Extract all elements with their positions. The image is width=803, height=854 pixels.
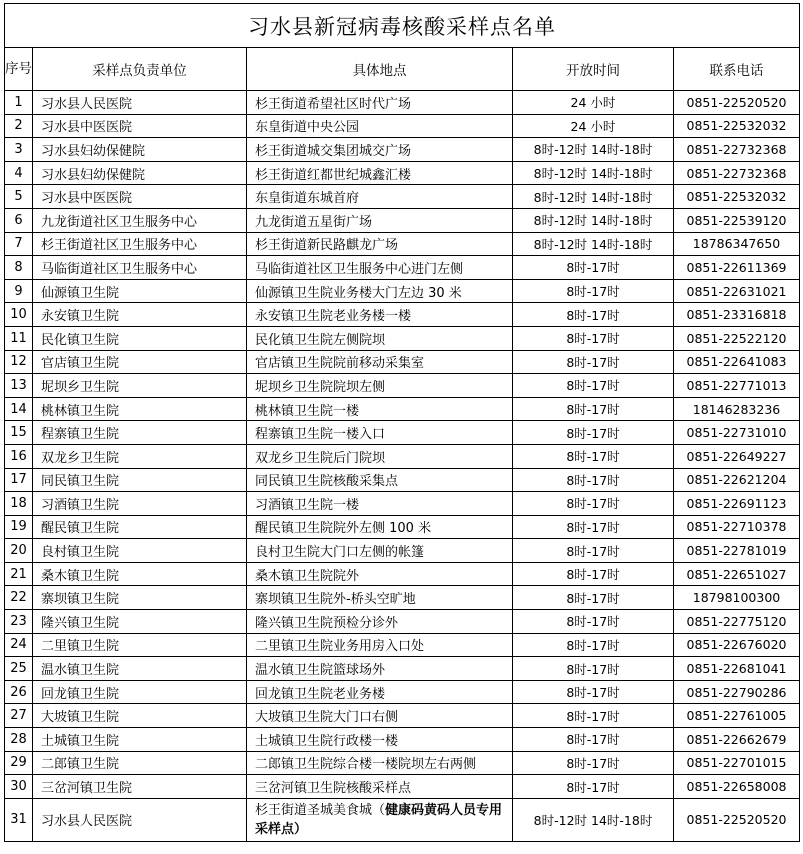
cell-seq: 6 [5, 208, 33, 232]
cell-unit: 醒民镇卫生院 [33, 515, 247, 539]
table-row [5, 539, 800, 563]
cell-address: 杉王街道城交集团城交广场 [247, 138, 513, 162]
cell-seq: 12 [5, 350, 33, 374]
table-row [5, 798, 800, 841]
cell-unit: 土城镇卫生院 [33, 728, 247, 752]
cell-unit: 双龙乡卫生院 [33, 444, 247, 468]
cell-seq: 18 [5, 492, 33, 516]
cell-seq: 21 [5, 562, 33, 586]
cell-address: 马临街道社区卫生服务中心进门左侧 [247, 256, 513, 280]
cell-seq: 20 [5, 539, 33, 563]
cell-address: 官店镇卫生院院前移动采集室 [247, 350, 513, 374]
table-title: 习水县新冠病毒核酸采样点名单 [5, 4, 800, 48]
cell-address [247, 798, 513, 841]
cell-phone: 0851-22771013 [674, 374, 800, 398]
cell-unit: 良村镇卫生院 [33, 539, 247, 563]
cell-hours: 8时-17时 [513, 468, 674, 492]
cell-address: 隆兴镇卫生院预检分诊外 [247, 610, 513, 634]
cell-address: 桑木镇卫生院院外 [247, 562, 513, 586]
cell-phone: 0851-22691123 [674, 492, 800, 516]
cell-unit: 习酒镇卫生院 [33, 492, 247, 516]
cell-seq: 28 [5, 728, 33, 752]
cell-phone: 0851-22781019 [674, 539, 800, 563]
cell-phone: 0851-22621204 [674, 468, 800, 492]
cell-seq: 3 [5, 138, 33, 162]
cell-seq: 7 [5, 232, 33, 256]
table-row [5, 161, 800, 185]
cell-hours: 8时-17时 [513, 374, 674, 398]
cell-phone: 0851-22662679 [674, 728, 800, 752]
cell-address: 坭坝乡卫生院院坝左侧 [247, 374, 513, 398]
table-row [5, 326, 800, 350]
sampling-sites-table [4, 3, 800, 842]
cell-phone: 0851-22532032 [674, 114, 800, 138]
cell-hours: 8时-17时 [513, 444, 674, 468]
cell-address: 习酒镇卫生院一楼 [247, 492, 513, 516]
cell-hours: 8时-17时 [513, 539, 674, 563]
header-phone: 联系电话 [674, 48, 800, 91]
cell-seq: 10 [5, 303, 33, 327]
cell-seq: 16 [5, 444, 33, 468]
cell-unit: 官店镇卫生院 [33, 350, 247, 374]
cell-unit: 同民镇卫生院 [33, 468, 247, 492]
cell-seq: 23 [5, 610, 33, 634]
cell-hours: 8时-17时 [513, 492, 674, 516]
cell-address: 程寨镇卫生院一楼入口 [247, 421, 513, 445]
table-row [5, 515, 800, 539]
cell-phone: 0851-22649227 [674, 444, 800, 468]
cell-unit: 大坡镇卫生院 [33, 704, 247, 728]
cell-hours: 8时-12时 14时-18时 [513, 208, 674, 232]
cell-address: 温水镇卫生院篮球场外 [247, 657, 513, 681]
cell-phone: 0851-22681041 [674, 657, 800, 681]
cell-unit: 二郎镇卫生院 [33, 751, 247, 775]
cell-hours: 8时-12时 14时-18时 [513, 185, 674, 209]
cell-phone: 0851-22539120 [674, 208, 800, 232]
cell-unit: 习水县妇幼保健院 [33, 138, 247, 162]
cell-hours: 8时-17时 [513, 610, 674, 634]
cell-seq: 14 [5, 397, 33, 421]
cell-phone: 0851-22775120 [674, 610, 800, 634]
cell-phone: 0851-22710378 [674, 515, 800, 539]
sampling-sites-document [4, 3, 799, 842]
table-row [5, 562, 800, 586]
yellow-code-note: 健康码黄码人员专用采样点） [255, 802, 503, 837]
cell-unit: 寨坝镇卫生院 [33, 586, 247, 610]
cell-hours: 8时-17时 [513, 515, 674, 539]
table-row [5, 468, 800, 492]
header-unit: 采样点负责单位 [33, 48, 247, 91]
cell-seq: 15 [5, 421, 33, 445]
table-row [5, 775, 800, 799]
cell-phone: 0851-22731010 [674, 421, 800, 445]
cell-phone: 0851-23316818 [674, 303, 800, 327]
cell-address: 东皇街道中央公园 [247, 114, 513, 138]
cell-address: 二郎镇卫生院综合楼一楼院坝左右两侧 [247, 751, 513, 775]
cell-seq: 17 [5, 468, 33, 492]
cell-seq: 4 [5, 161, 33, 185]
cell-seq: 26 [5, 680, 33, 704]
cell-phone: 0851-22611369 [674, 256, 800, 280]
cell-phone: 0851-22732368 [674, 161, 800, 185]
cell-unit: 温水镇卫生院 [33, 657, 247, 681]
cell-unit: 九龙街道社区卫生服务中心 [33, 208, 247, 232]
cell-seq: 1 [5, 91, 33, 115]
table-row [5, 208, 800, 232]
address-text: 杉王街道圣城美食城（ [255, 802, 386, 818]
cell-unit: 程寨镇卫生院 [33, 421, 247, 445]
cell-phone: 18146283236 [674, 397, 800, 421]
table-row [5, 91, 800, 115]
cell-seq: 13 [5, 374, 33, 398]
cell-phone: 0851-22676020 [674, 633, 800, 657]
table-row [5, 751, 800, 775]
cell-unit: 习水县妇幼保健院 [33, 161, 247, 185]
table-row [5, 657, 800, 681]
cell-seq: 5 [5, 185, 33, 209]
cell-seq: 19 [5, 515, 33, 539]
cell-phone: 0851-22520520 [674, 91, 800, 115]
header-seq: 序号 [5, 48, 33, 91]
title-row [5, 4, 800, 48]
cell-hours: 24 小时 [513, 114, 674, 138]
table-row [5, 303, 800, 327]
cell-seq: 30 [5, 775, 33, 799]
cell-unit: 桃林镇卫生院 [33, 397, 247, 421]
header-row [5, 48, 800, 91]
cell-unit: 回龙镇卫生院 [33, 680, 247, 704]
cell-seq: 29 [5, 751, 33, 775]
cell-seq: 25 [5, 657, 33, 681]
cell-address: 同民镇卫生院核酸采集点 [247, 468, 513, 492]
cell-unit: 仙源镇卫生院 [33, 279, 247, 303]
cell-seq: 24 [5, 633, 33, 657]
cell-phone: 0851-22658008 [674, 775, 800, 799]
cell-unit: 坭坝乡卫生院 [33, 374, 247, 398]
cell-address: 醒民镇卫生院院外左侧 100 米 [247, 515, 513, 539]
cell-phone: 0851-22631021 [674, 279, 800, 303]
table-row [5, 492, 800, 516]
cell-unit: 马临街道社区卫生服务中心 [33, 256, 247, 280]
cell-seq: 9 [5, 279, 33, 303]
cell-hours: 8时-17时 [513, 728, 674, 752]
cell-hours: 8时-17时 [513, 303, 674, 327]
table-row [5, 114, 800, 138]
cell-phone: 0851-22732368 [674, 138, 800, 162]
cell-hours: 8时-17时 [513, 350, 674, 374]
cell-hours: 8时-17时 [513, 586, 674, 610]
header-hours: 开放时间 [513, 48, 674, 91]
cell-unit: 隆兴镇卫生院 [33, 610, 247, 634]
cell-address: 永安镇卫生院老业务楼一楼 [247, 303, 513, 327]
cell-unit: 二里镇卫生院 [33, 633, 247, 657]
cell-phone: 0851-22761005 [674, 704, 800, 728]
cell-hours: 8时-17时 [513, 751, 674, 775]
cell-unit: 永安镇卫生院 [33, 303, 247, 327]
cell-hours: 8时-17时 [513, 256, 674, 280]
cell-hours: 8时-17时 [513, 397, 674, 421]
cell-phone: 0851-22651027 [674, 562, 800, 586]
cell-hours: 8时-17时 [513, 704, 674, 728]
cell-address: 杉王街道新民路麒龙广场 [247, 232, 513, 256]
cell-unit: 三岔河镇卫生院 [33, 775, 247, 799]
cell-address: 良村卫生院大门口左侧的帐篷 [247, 539, 513, 563]
cell-hours: 8时-17时 [513, 562, 674, 586]
table-row [5, 633, 800, 657]
cell-hours: 8时-17时 [513, 421, 674, 445]
cell-address: 杉王街道红都世纪城鑫汇楼 [247, 161, 513, 185]
header-address: 具体地点 [247, 48, 513, 91]
cell-phone: 18798100300 [674, 586, 800, 610]
cell-seq: 2 [5, 114, 33, 138]
cell-hours: 8时-12时 14时-18时 [513, 161, 674, 185]
cell-address: 仙源镇卫生院业务楼大门左边 30 米 [247, 279, 513, 303]
cell-unit: 习水县中医医院 [33, 114, 247, 138]
cell-phone: 0851-22520520 [674, 798, 800, 841]
cell-seq: 31 [5, 798, 33, 841]
cell-address: 土城镇卫生院行政楼一楼 [247, 728, 513, 752]
table-row [5, 185, 800, 209]
table-row [5, 374, 800, 398]
cell-hours: 8时-12时 14时-18时 [513, 232, 674, 256]
cell-unit: 习水县人民医院 [33, 798, 247, 841]
table-row [5, 397, 800, 421]
cell-phone: 0851-22532032 [674, 185, 800, 209]
table-row [5, 704, 800, 728]
cell-hours: 8时-12时 14时-18时 [513, 798, 674, 841]
cell-seq: 8 [5, 256, 33, 280]
cell-seq: 22 [5, 586, 33, 610]
table-row [5, 256, 800, 280]
cell-hours: 8时-17时 [513, 326, 674, 350]
cell-address: 三岔河镇卫生院核酸采样点 [247, 775, 513, 799]
cell-hours: 8时-17时 [513, 633, 674, 657]
cell-hours: 8时-17时 [513, 680, 674, 704]
table-row [5, 444, 800, 468]
cell-seq: 11 [5, 326, 33, 350]
cell-phone: 0851-22701015 [674, 751, 800, 775]
cell-address: 寨坝镇卫生院外-桥头空旷地 [247, 586, 513, 610]
table-row [5, 350, 800, 374]
table-row [5, 728, 800, 752]
cell-hours: 8时-12时 14时-18时 [513, 138, 674, 162]
cell-phone: 18786347650 [674, 232, 800, 256]
cell-hours: 24 小时 [513, 91, 674, 115]
cell-phone: 0851-22790286 [674, 680, 800, 704]
table-row [5, 421, 800, 445]
cell-address: 民化镇卫生院左侧院坝 [247, 326, 513, 350]
table-row [5, 586, 800, 610]
cell-address: 回龙镇卫生院老业务楼 [247, 680, 513, 704]
cell-address: 桃林镇卫生院一楼 [247, 397, 513, 421]
cell-address: 双龙乡卫生院后门院坝 [247, 444, 513, 468]
cell-hours: 8时-17时 [513, 657, 674, 681]
cell-address: 东皇街道东城首府 [247, 185, 513, 209]
cell-hours: 8时-17时 [513, 775, 674, 799]
cell-unit: 习水县人民医院 [33, 91, 247, 115]
cell-address: 大坡镇卫生院大门口右侧 [247, 704, 513, 728]
cell-seq: 27 [5, 704, 33, 728]
cell-address: 杉王街道希望社区时代广场 [247, 91, 513, 115]
table-row [5, 610, 800, 634]
cell-unit: 杉王街道社区卫生服务中心 [33, 232, 247, 256]
table-row [5, 138, 800, 162]
cell-unit: 习水县中医医院 [33, 185, 247, 209]
cell-phone: 0851-22641083 [674, 350, 800, 374]
table-row [5, 680, 800, 704]
cell-unit: 民化镇卫生院 [33, 326, 247, 350]
cell-address: 九龙街道五星街广场 [247, 208, 513, 232]
table-row [5, 279, 800, 303]
cell-hours: 8时-17时 [513, 279, 674, 303]
table-row [5, 232, 800, 256]
cell-address: 二里镇卫生院业务用房入口处 [247, 633, 513, 657]
cell-phone: 0851-22522120 [674, 326, 800, 350]
cell-unit: 桑木镇卫生院 [33, 562, 247, 586]
